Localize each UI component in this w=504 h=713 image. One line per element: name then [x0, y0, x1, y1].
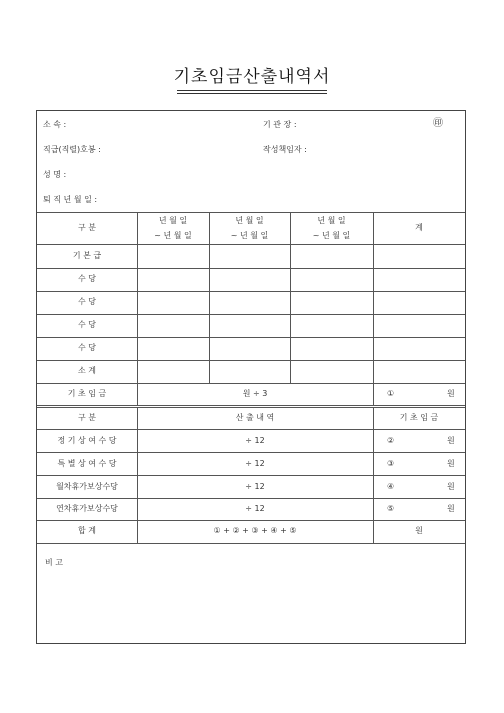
table1-header-line — [37, 244, 465, 245]
table2-bottom-line — [37, 543, 465, 544]
basic-wage-col-line — [373, 383, 374, 406]
row-monthly-leave-formula: ÷ 12 — [245, 482, 265, 491]
row-allowance: 수 당 — [78, 274, 96, 283]
total-formula: ① + ② + ③ + ④ + ⑤ — [213, 526, 297, 535]
table1-col-line — [373, 212, 374, 383]
basic-wage-unit: 원 — [447, 389, 455, 398]
row-special-bonus-number: ③ — [387, 459, 395, 468]
form-frame — [36, 110, 466, 644]
row-special-bonus-unit: 원 — [447, 459, 455, 468]
row-annual-leave-label: 연차휴가보상수당 — [56, 504, 118, 513]
row-allowance: 수 당 — [78, 320, 96, 329]
table1-row-line — [37, 291, 465, 292]
row-monthly-leave-number: ④ — [387, 482, 395, 491]
row-subtotal: 소 계 — [78, 366, 96, 375]
table2-header-line — [37, 429, 465, 430]
table1-row-line — [37, 383, 465, 384]
row-special-bonus-formula: ÷ 12 — [245, 459, 265, 468]
table1-header-total: 계 — [415, 223, 423, 232]
retirement-date-label: 퇴 직 년 월 일 : — [43, 195, 98, 204]
row-annual-leave-formula: ÷ 12 — [245, 504, 265, 513]
period1-end-date: ~ 년 월 일 — [154, 231, 192, 240]
table2-col-line — [137, 407, 138, 543]
total-label: 합 계 — [78, 526, 96, 535]
period3-start-date: 년 월 일 — [317, 216, 346, 225]
table2-row-line — [37, 498, 465, 499]
table1-top-line — [37, 212, 465, 213]
title-underline-top — [177, 90, 327, 91]
affiliation-label: 소 속 : — [43, 120, 67, 129]
preparer-label: 작성책임자 : — [263, 145, 307, 154]
row-annual-leave-unit: 원 — [447, 504, 455, 513]
title-underline-bottom — [177, 93, 327, 94]
row-regular-bonus-number: ② — [387, 436, 395, 445]
seal-mark: ㊞ — [433, 118, 443, 129]
grade-label: 직급(직렬)호봉 : — [43, 145, 101, 154]
table1-row-line — [37, 337, 465, 338]
row-base-salary: 기 본 급 — [72, 251, 102, 260]
table2-col-line — [373, 407, 374, 543]
basic-wage-formula: 원 ÷ 3 — [242, 389, 268, 398]
row-regular-bonus-unit: 원 — [447, 436, 455, 445]
table1-row-line — [37, 360, 465, 361]
row-allowance: 수 당 — [78, 297, 96, 306]
period2-start-date: 년 월 일 — [235, 216, 264, 225]
row-annual-leave-number: ⑤ — [387, 504, 395, 513]
table2-header-category: 구 분 — [78, 413, 96, 422]
total-unit: 원 — [415, 526, 423, 535]
table2-row-line — [37, 452, 465, 453]
table1-row-line — [37, 268, 465, 269]
row-regular-bonus-label: 정 기 상 여 수 당 — [57, 436, 117, 445]
table1-header-category: 구 분 — [78, 223, 96, 232]
basic-wage-label: 기 초 임 금 — [67, 389, 107, 398]
row-special-bonus-label: 특 별 상 여 수 당 — [57, 459, 117, 468]
row-monthly-leave-unit: 원 — [447, 482, 455, 491]
basic-wage-row-double-line — [37, 407, 465, 408]
remarks-label: 비 고 — [45, 558, 63, 567]
name-label: 성 명 : — [43, 170, 67, 179]
table2-header-calculation: 산 출 내 역 — [235, 413, 275, 422]
row-monthly-leave-label: 월차휴가보상수당 — [56, 482, 118, 491]
table2-header-basic-wage: 기 초 임 금 — [399, 413, 439, 422]
document-title: 기초임금산출내역서 — [173, 67, 331, 87]
basic-wage-number: ① — [387, 389, 395, 398]
table2-row-line — [37, 475, 465, 476]
row-regular-bonus-formula: ÷ 12 — [245, 436, 265, 445]
period3-end-date: ~ 년 월 일 — [312, 231, 351, 240]
period1-start-date: 년 월 일 — [158, 216, 188, 225]
period2-end-date: ~ 년 월 일 — [230, 231, 269, 240]
table2-row-line — [37, 520, 465, 521]
basic-wage-row-line — [37, 405, 465, 406]
agency-head-label: 기 관 장 : — [263, 120, 297, 129]
row-allowance: 수 당 — [78, 343, 96, 352]
table1-row-line — [37, 314, 465, 315]
